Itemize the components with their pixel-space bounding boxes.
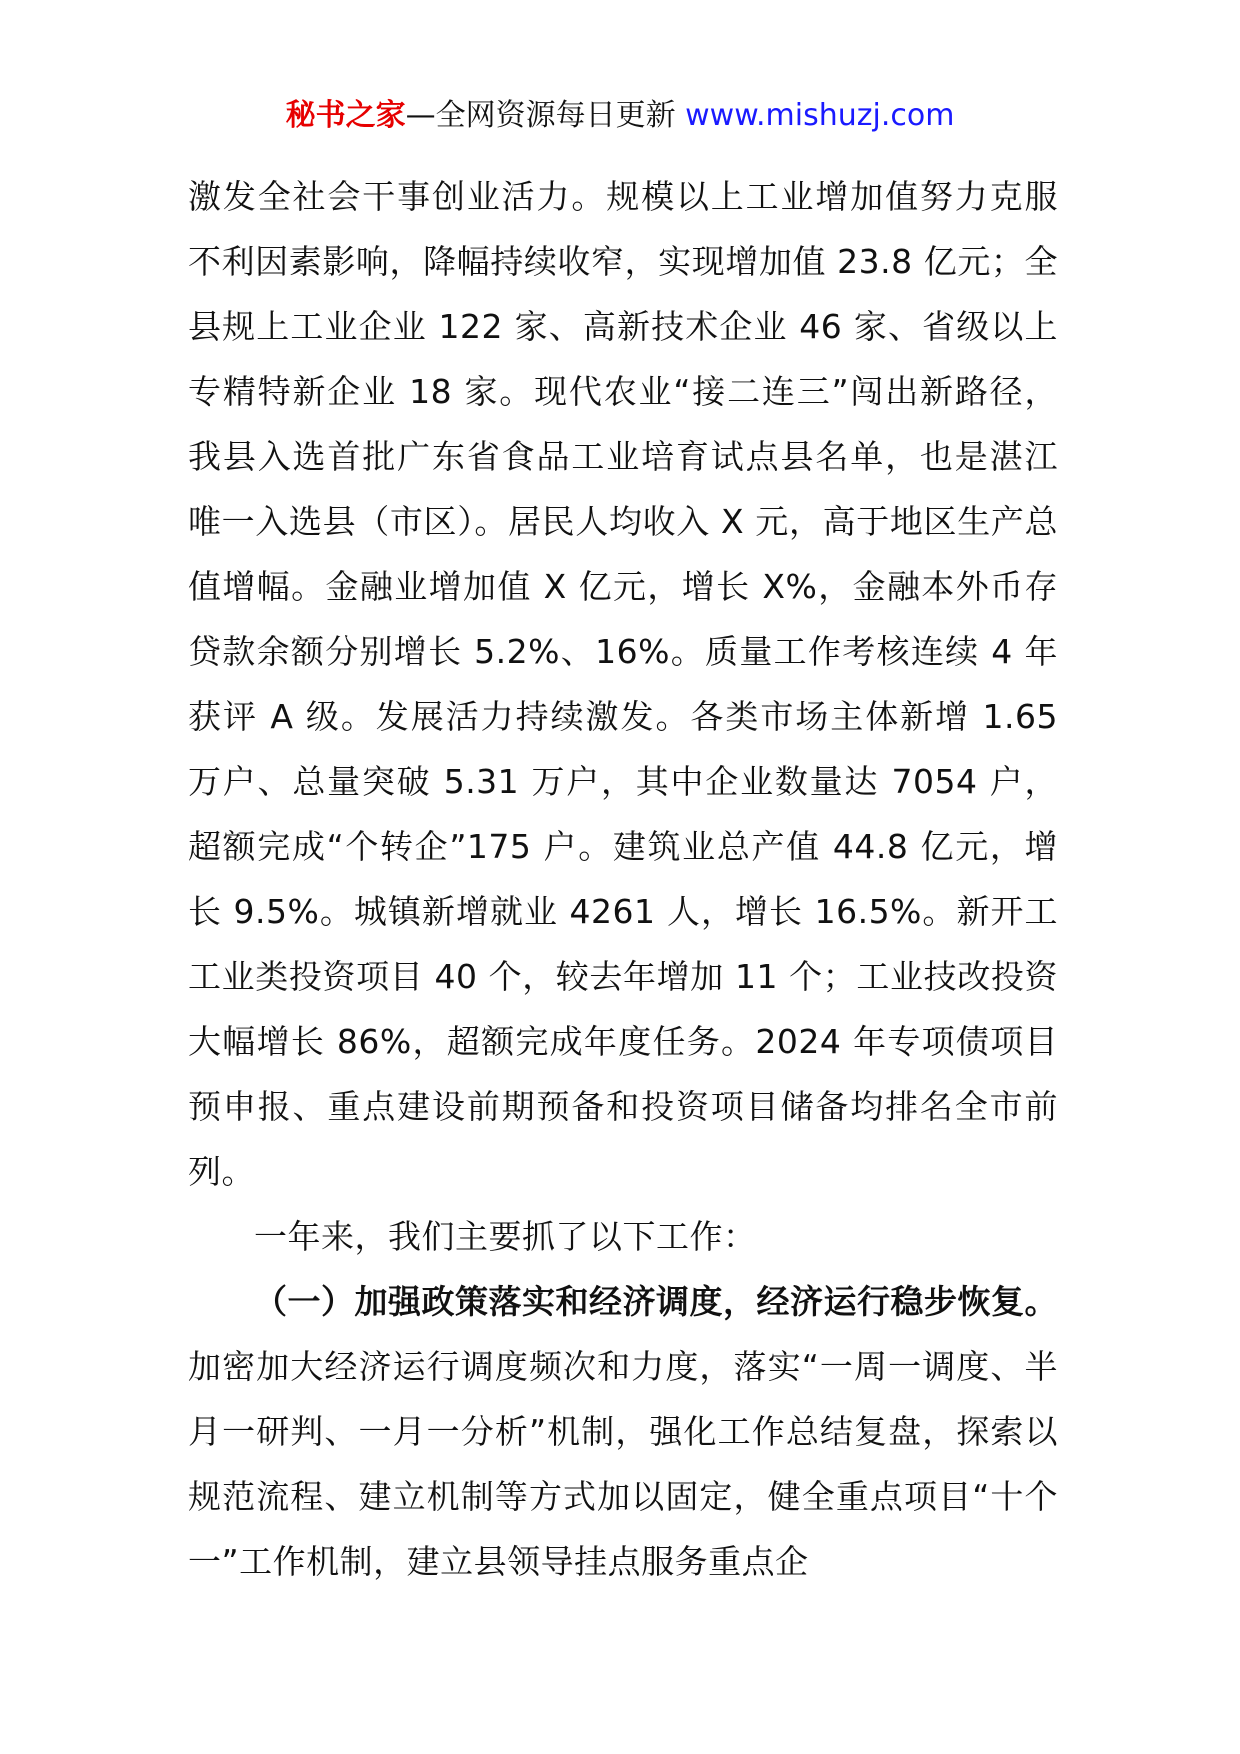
site-url-link[interactable]: www.mishuzj.com — [685, 98, 955, 133]
site-slogan: —全网资源每日更新 — [405, 98, 676, 133]
page-header — [0, 96, 1240, 136]
paragraph-work-intro: 一年来，我们主要抓了以下工作： — [254, 1217, 757, 1256]
paragraph-economic-stats: 激发全社会干事创业活力。规模以上工业增加值努力克服不利因素影响，降幅持续收窄，实现增加值 23.8 亿元；全县规上工业企业 122 家、高新技术企业 46 家、省级以上专精特新企业 18 家。现代农业“接二连三”闯出新路径，我县入选首批广东省食品工业培育试点县名单，也是湛江唯一入选县（市区）。居民人均收入 X 元，高于地区生产总值增幅。金融业增加值 X 亿元，增长 X%，金融本外币存贷款余额分别增长 5.2%、16%。质量工作考核连续 4 年获评 A 级。发展活力持续激发。各类市场主体新增 1.65 万户、总量突破 5.31 万户，其中企业数量达 7054 户，超额完成“个转企”175 户。建筑业总产值 44.8 亿元，增长 9.5%。城镇新增就业 4261 人，增长 16.5%。新开工工业类投资项目 40 个，较去年增加 11 个；工业技改投资大幅增长 86%，超额完成年度任务。2024 年专项债项目预申报、重点建设前期预备和投资项目储备均排名全市前列。 — [188, 177, 1058, 1191]
document-body — [188, 164, 1058, 1594]
site-brand: 秘书之家 — [285, 98, 406, 133]
section-heading: （一）加强政策落实和经济调度，经济运行稳步恢复。 — [254, 1282, 1058, 1321]
paragraph-policy-section — [188, 1269, 1058, 1594]
section-text: 加密加大经济运行调度频次和力度，落实“一周一调度、半月一研判、一月一分析”机制，强化工作总结复盘，探索以规范流程、建立机制等方式加以固定，健全重点项目“十个一”工作机制，建立县领导挂点服务重点企 — [188, 1347, 1058, 1581]
